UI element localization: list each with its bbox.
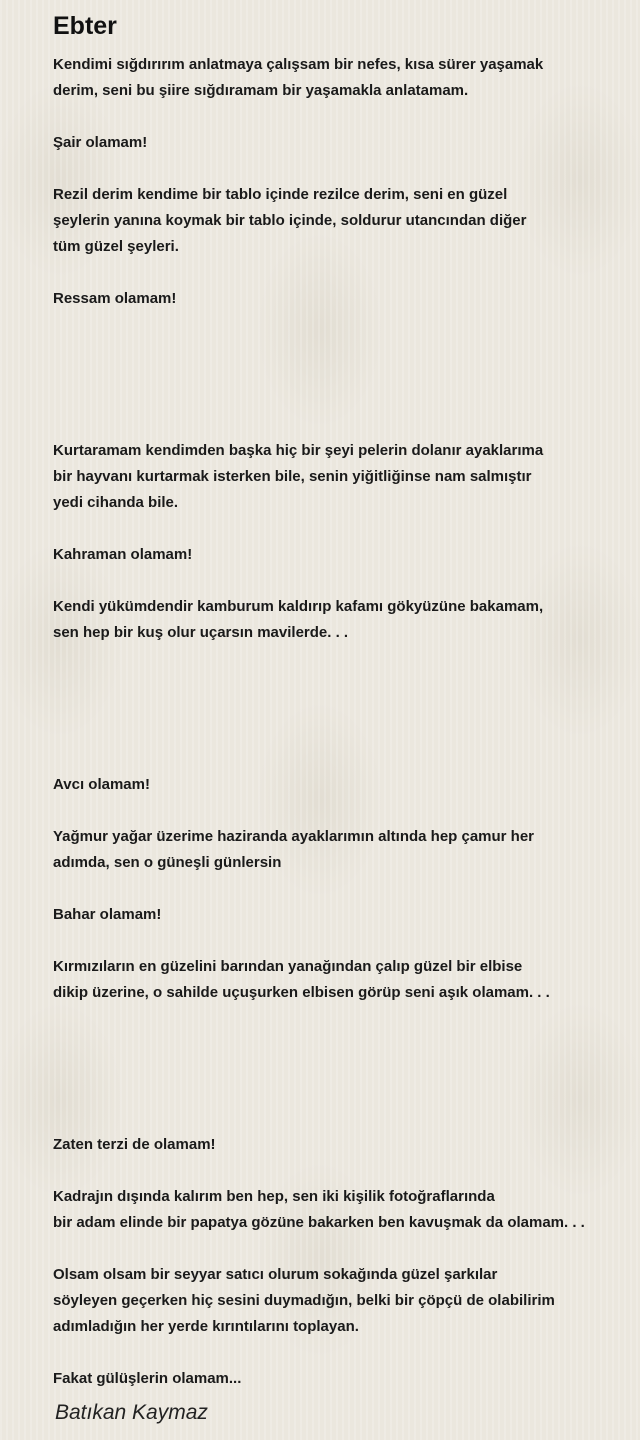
poem-line: bir adam elinde bir papatya gözüne bakarken ben kavuşmak da olamam. . .	[53, 1214, 585, 1231]
poem-line: Kahraman olamam!	[53, 546, 193, 563]
poem-line: Fakat gülüşlerin olamam...	[53, 1370, 242, 1387]
poem-line: Olsam olsam bir seyyar satıcı olurum sokağında güzel şarkılar	[53, 1266, 498, 1283]
poem-line: Zaten terzi de olamam!	[53, 1136, 216, 1153]
poem-line: Yağmur yağar üzerime haziranda ayaklarımın altında hep çamur her	[53, 828, 535, 845]
poem-line: söyleyen geçerken hiç sesini duymadığın, belki bir çöpçü de olabilirim	[53, 1292, 555, 1309]
poem-line: Kurtaramam kendimden başka hiç bir şeyi pelerin dolanır ayaklarıma	[53, 442, 544, 459]
poem-line: adımladığın her yerde kırıntılarını toplayan.	[53, 1318, 359, 1335]
poem-title: Ebter	[53, 12, 117, 40]
poem-line: sen hep bir kuş olur uçarsın mavilerde. . .	[53, 624, 349, 641]
poem-author[interactable]: Batıkan Kaymaz	[55, 1401, 208, 1424]
poem-line: Ressam olamam!	[53, 290, 177, 307]
poem-line: yedi cihanda bile.	[53, 494, 179, 511]
poem-line: Avcı olamam!	[53, 776, 150, 793]
poem-line: dikip üzerine, o sahilde uçuşurken elbisen görüp seni aşık olamam. . .	[53, 984, 550, 1001]
poem-line: Şair olamam!	[53, 134, 148, 151]
poem-line: bir hayvanı kurtarmak isterken bile, senin yiğitliğinse nam salmıştır	[53, 468, 532, 485]
poem-line: Bahar olamam!	[53, 906, 162, 923]
poem-line: Rezil derim kendime bir tablo içinde rezilce derim, seni en güzel	[53, 186, 508, 203]
poem-line: Kendi yükümdendir kamburum kaldırıp kafamı gökyüzüne bakamam,	[53, 598, 544, 615]
poem-line: adımda, sen o güneşli günlersin	[53, 854, 282, 871]
poem-line: Kadrajın dışında kalırım ben hep, sen iki kişilik fotoğraflarında	[53, 1188, 495, 1205]
poem-line: derim, seni bu şiire sığdıramam bir yaşamakla anlatamam.	[53, 82, 469, 99]
poem-line: Kırmızıların en güzelini barından yanağından çalıp güzel bir elbise	[53, 958, 523, 975]
poem-line: Kendimi sığdırırım anlatmaya çalışsam bir nefes, kısa sürer yaşamak	[53, 56, 544, 73]
poem-line: tüm güzel şeyleri.	[53, 238, 179, 255]
poem-line: şeylerin yanına koymak bir tablo içinde, soldurur utancından diğer	[53, 212, 527, 229]
